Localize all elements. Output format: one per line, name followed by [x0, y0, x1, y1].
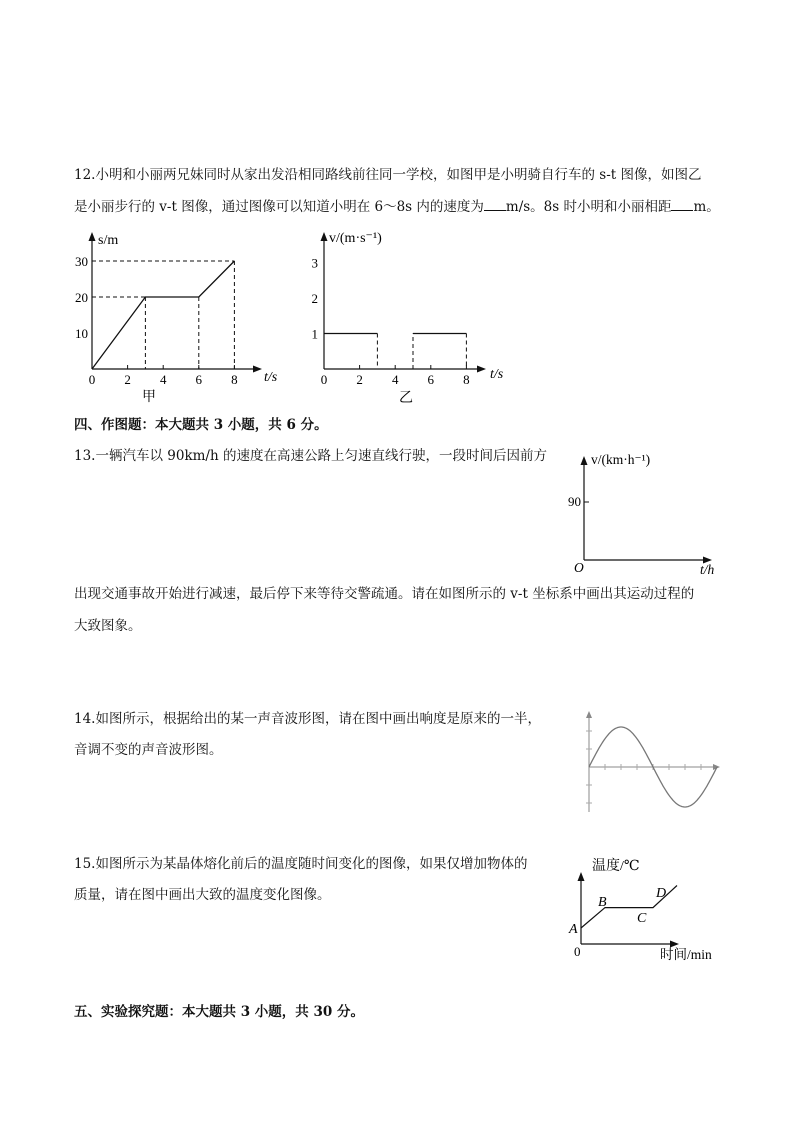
q13-ylabel: v/(km·h⁻¹) [591, 452, 651, 467]
chart-q15 [560, 852, 730, 966]
yi-ytick-label: 3 [311, 255, 318, 271]
q15-line2: 质量，请在图中画出大致的温度变化图像。 [74, 887, 331, 903]
yi-xtick-label: 6 [427, 372, 435, 387]
yi-xlabel: t/s [490, 367, 504, 382]
yi-y-arrow [321, 232, 328, 241]
q12-line2-b: m/s。8s 时小明和小丽相距 [505, 199, 672, 215]
jia-xtick-label: 6 [195, 372, 203, 387]
jia-xtick-label: 2 [124, 372, 131, 387]
q13-line1: 13.一辆汽车以 90km/h 的速度在高速公路上匀速直线行驶，一段时间后因前方 [74, 448, 547, 464]
q14-line1: 14.如图所示，根据给出的某一声音波形图，请在图中画出响度是原来的一半， [74, 711, 541, 727]
chart-yi-caption: 乙 [399, 391, 413, 406]
section4-title: 四、作图题：本大题共 3 小题，共 6 分。 [74, 417, 328, 433]
q15-y-arrow [578, 872, 585, 881]
q12-line2-a: 是小丽步行的 v-t 图像，通过图像可以知道小明在 6～8s 内的速度为 [74, 199, 484, 215]
chart-q13-plot [568, 452, 715, 577]
q13-y-arrow [581, 456, 588, 465]
yi-xtick-label: 0 [320, 372, 328, 387]
q12-blank-speed [484, 198, 506, 211]
jia-x-arrow [253, 366, 262, 373]
section5-title: 五、实验探究题：本大题共 3 小题，共 30 分。 [74, 1004, 364, 1020]
chart-yi-plot [312, 231, 504, 387]
yi-xtick-label: 2 [356, 372, 363, 387]
q15-line1: 15.如图所示为某晶体熔化前后的温度随时间变化的图像，如果仅增加物体的 [74, 856, 528, 872]
chart-q15-plot [568, 857, 712, 962]
q15-point-label: D [656, 886, 667, 901]
q12-line1: 12.小明和小丽两兄妹同时从家出发沿相同路线前往同一学校，如图甲是小明骑自行车的 s-t 图像，如图乙 [74, 167, 702, 183]
yi-xtick-label: 8 [463, 372, 470, 387]
q13-origin: O [574, 560, 584, 575]
jia-ytick-label: 20 [75, 290, 88, 305]
waveform-y-arrow [586, 711, 592, 718]
jia-xtick-label: 4 [159, 372, 167, 387]
chart-q13 [560, 446, 730, 580]
jia-ytick-label: 10 [75, 326, 88, 341]
q13-xlabel: t/h [700, 562, 715, 577]
yi-ytick-label: 2 [311, 291, 318, 306]
jia-ylabel: s/m [98, 233, 119, 248]
yi-ytick-label: 1 [311, 326, 318, 342]
waveform-figure [575, 708, 725, 816]
q13-line3: 大致图象。 [74, 618, 142, 634]
q12-blank-distance [671, 198, 693, 211]
q15-point-label: C [637, 911, 647, 926]
chart-jia [64, 226, 294, 406]
yi-x-arrow [477, 366, 486, 373]
jia-y-arrow [89, 232, 96, 241]
q12-line2 [74, 198, 720, 216]
q15-origin: 0 [574, 944, 581, 959]
q15-point-label: B [598, 895, 607, 910]
q14-line2: 音调不变的声音波形图。 [74, 742, 223, 758]
chart-jia-caption: 甲 [142, 390, 156, 405]
q15-xlabel: 时间/min [660, 947, 712, 962]
jia-ytick-label: 30 [75, 254, 88, 269]
q15-ylabel: 温度/℃ [592, 859, 640, 874]
jia-xlabel: t/s [264, 370, 278, 385]
chart-jia-plot [75, 232, 278, 387]
chart-yi [300, 226, 530, 406]
yi-xtick-label: 4 [391, 372, 399, 387]
yi-ylabel: v/(m·s⁻¹) [329, 231, 382, 246]
q13-line2: 出现交通事故开始进行减速，最后停下来等待交警疏通。请在如图所示的 v-t 坐标系中画出其运动过程的 [74, 586, 695, 602]
q15-point-label: A [569, 922, 578, 937]
jia-series-line [92, 261, 234, 369]
q12-line2-c: m。 [693, 199, 720, 215]
jia-xtick-label: 8 [231, 372, 238, 387]
jia-xtick-label: 0 [88, 372, 96, 387]
q13-ytick-label: 90 [568, 494, 581, 509]
